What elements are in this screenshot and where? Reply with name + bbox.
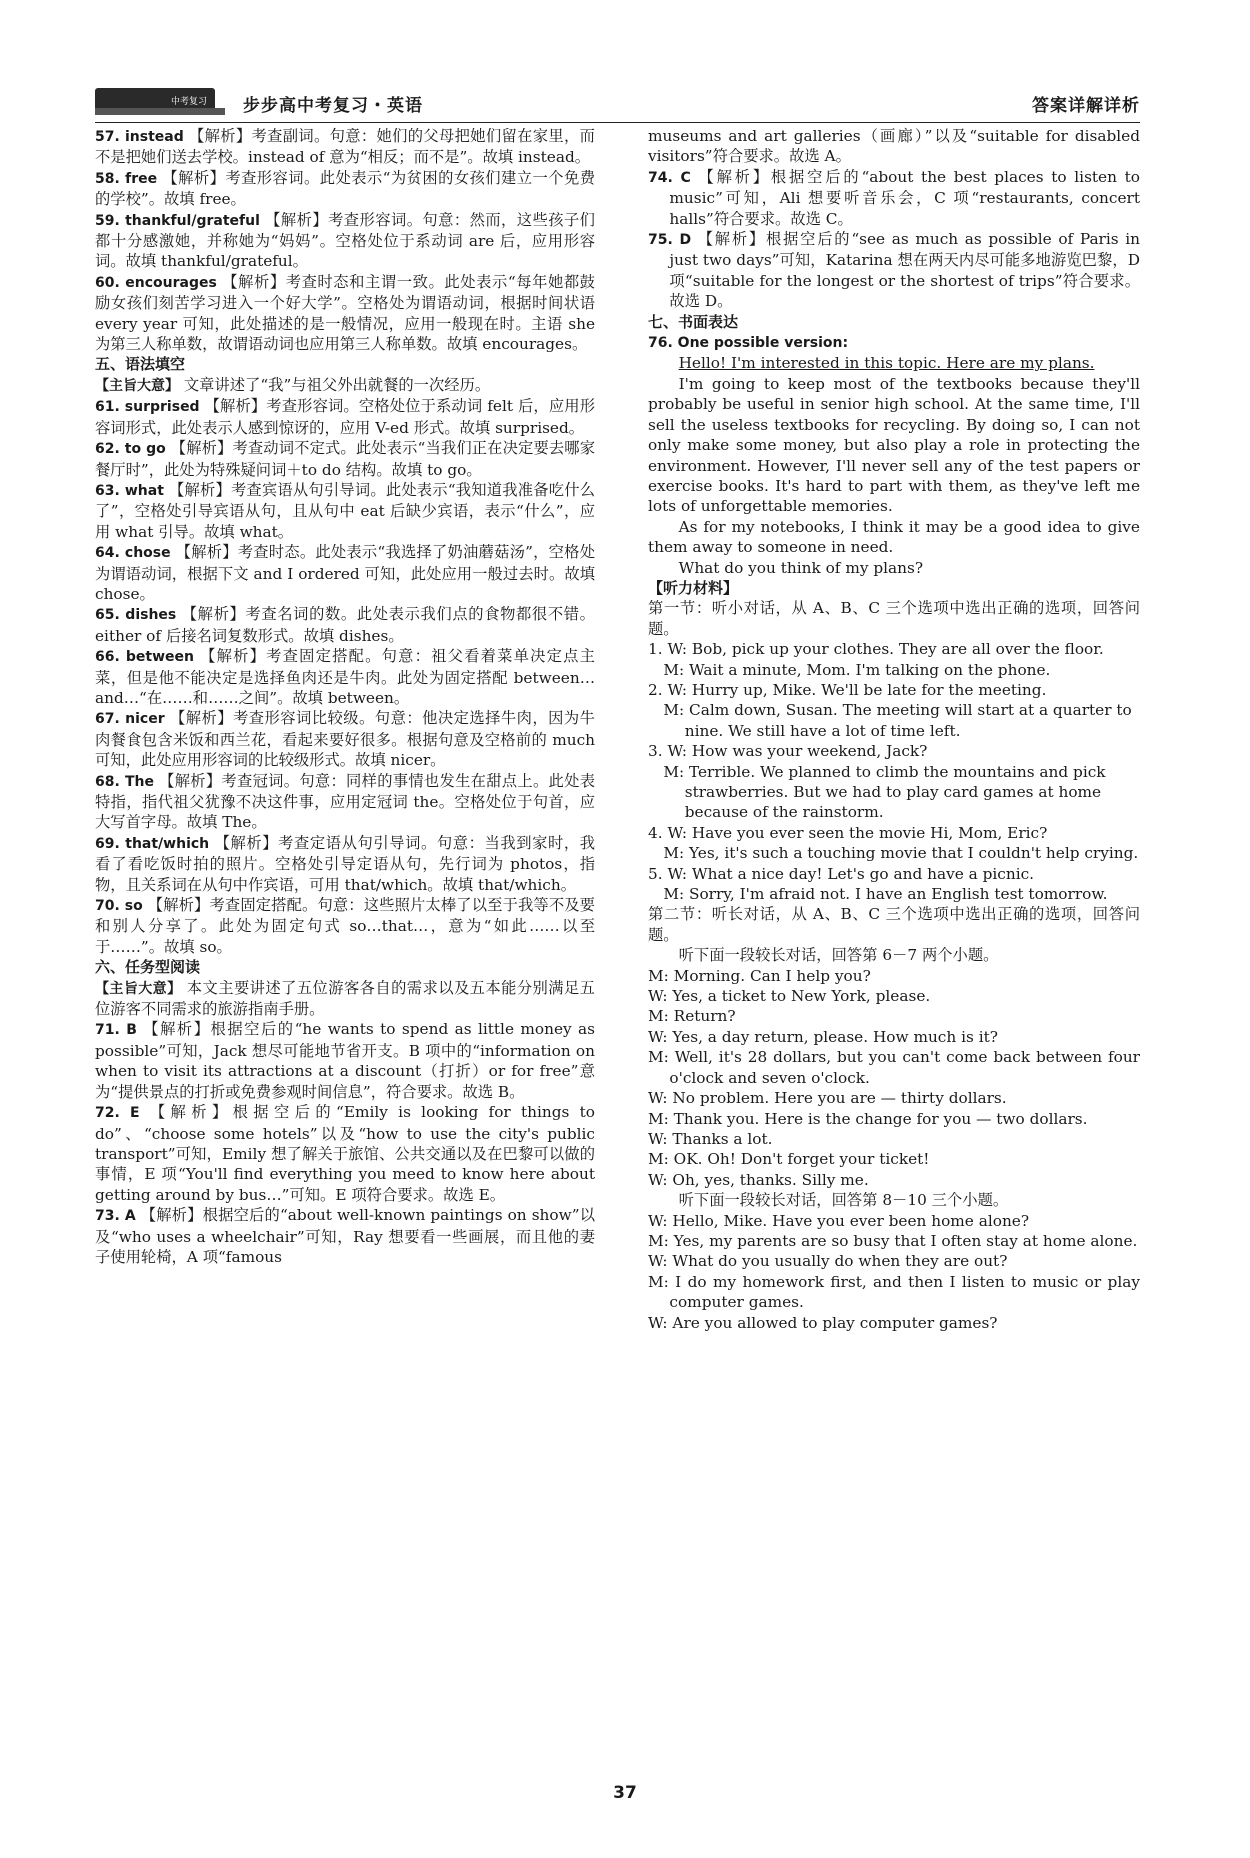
- publisher-logo: [95, 88, 225, 118]
- answer-explanation: 【解析】考查形容词。句意：然而，这些孩子们都十分感激她，并称她为“妈妈”。空格处位于系动词 are 后，应用形容词。故填 thankful/grateful。: [95, 210, 595, 271]
- answer-number: 61. surprised: [95, 399, 200, 416]
- answer-item: [95, 1019, 595, 1102]
- essay-label-text: 76. One possible version:: [648, 335, 849, 352]
- essay-paragraph: I'm going to keep most of the textbooks because they'll probably be useful in senior high school. At the same time, I'll sell the useless textbooks for recycling. By doing so, I can not only make some money, but also play a role in protecting the environment. However, I'll never sell any of the test papers or exercise books. It's hard to part with them, as they've left me lots of unforgettable memories.: [648, 374, 1140, 516]
- right-column: [648, 126, 1140, 1333]
- answer-item: [95, 480, 595, 542]
- left-column: [95, 126, 595, 1267]
- dialogue-line: M: OK. Oh! Don't forget your ticket!: [648, 1150, 930, 1169]
- dialogue-line: W: No problem. Here you are — thirty dollars.: [648, 1089, 1007, 1108]
- long-dialogue-intro: 听下面一段较长对话，回答第 8－10 三个小题。: [678, 1191, 1009, 1210]
- answer-number: 71. B: [95, 1022, 137, 1039]
- dialogue-line: M: Thank you. Here is the change for you — two dollars.: [648, 1109, 1088, 1128]
- answer-number: 72. E: [95, 1105, 140, 1122]
- answer-item: [95, 708, 595, 770]
- answer-explanation: 【解析】考查形容词。空格处位于系动词 felt 后，应用形容词形式，此处表示人感到惊讶的，应用 V-ed 形式。故填 surprised。: [95, 397, 596, 437]
- dialogue-line-man: M: Sorry, I'm afraid not. I have an English test tomorrow.: [663, 885, 1108, 904]
- dialogue-line-woman: 3. W: How was your weekend, Jack?: [648, 742, 928, 761]
- answer-number: 57. instead: [95, 129, 184, 145]
- section-heading: 七、书面表达: [648, 312, 739, 331]
- answer-item: [95, 126, 595, 168]
- answer-item: [95, 396, 595, 438]
- answer-item: [95, 1102, 595, 1205]
- essay-opening: Hello! I'm interested in this topic. Here are my plans.: [678, 354, 1095, 373]
- logo-base: [95, 108, 225, 115]
- dialogue-line-woman: 4. W: Have you ever seen the movie Hi, Mom, Eric?: [648, 823, 1048, 842]
- dialogue-line: W: Hello, Mike. Have you ever been home alone?: [648, 1211, 1030, 1230]
- answer-item: [95, 375, 595, 396]
- answer-explanation: 【解析】考查形容词。此处表示“为贫困的女孩们建立一个免费的学校”。故填 free。: [95, 168, 595, 209]
- dialogue-line: W: Are you allowed to play computer games?: [648, 1313, 998, 1332]
- answer-number: 70. so: [95, 898, 143, 915]
- answer-explanation: 【解析】根据空后的“about the best places to listen to music”可知，Ali 想要听音乐会，C 项“restaurants, concert halls”符合要求。故选 C。: [669, 167, 1140, 228]
- dialogue-line: W: What do you usually do when they are out?: [648, 1252, 1008, 1271]
- answer-explanation: 本文主要讲述了五位游客各自的需求以及五本能分别满足五位游客不同需求的旅游指南手册。: [95, 978, 595, 1019]
- essay-closing: What do you think of my plans?: [678, 558, 924, 577]
- answer-number: 59. thankful/grateful: [95, 212, 260, 229]
- answer-number: 63. what: [95, 482, 164, 499]
- answer-item: [95, 833, 595, 895]
- answer-item: [95, 895, 595, 957]
- dialogue-line-woman: 1. W: Bob, pick up your clothes. They are all over the floor.: [648, 640, 1104, 659]
- answer-item: [648, 229, 1140, 312]
- answer-explanation: 【解析】考查动词不定式。此处表示“当我们正在决定要去哪家餐厅时”，此处为特殊疑问词＋to do 结构。故填 to go。: [95, 439, 596, 479]
- dialogue-line-woman: 5. W: What a nice day! Let's go and have a picnic.: [648, 864, 1035, 883]
- answer-number: 60. encourages: [95, 274, 217, 291]
- answer-explanation: 【解析】根据空后的“see as much as possible of Paris in just two days”可知，Katarina 想在两天内尽可能多地游览巴黎，D 项“suitable for the longest or the shortest of trips”符合要求。故选 D。: [669, 230, 1140, 311]
- long-dialogue-2: [648, 1211, 1140, 1333]
- dialogue-line-man: M: Wait a minute, Mom. I'm talking on the phone.: [663, 660, 1051, 679]
- listening-title: 【听力材料】: [648, 578, 739, 597]
- answer-number: 68. The: [95, 773, 154, 790]
- section-title: 答案详解详析: [1032, 96, 1140, 116]
- answer-number: 69. that/which: [95, 835, 210, 852]
- dialogue-line: M: Yes, my parents are so busy that I often stay at home alone.: [648, 1231, 1138, 1250]
- section-heading: 六、任务型阅读: [95, 958, 201, 977]
- answer-number: 62. to go: [95, 441, 166, 458]
- answer-item: [95, 168, 595, 210]
- book-title: 步步高中考复习・英语: [243, 96, 423, 116]
- answer-number: 【主旨大意】: [95, 377, 179, 394]
- answer-explanation: 【解析】考查时态和主谓一致。此处表示“每年她都鼓励女孩们刻苦学习进入一个好大学”。空格处为谓语动词，根据时间状语 every year 可知，此处描述的是一般情况，应用一般现在时。主语 she 为第三人称单数，故谓语动词也应用第三人称单数。故填 encourages。: [95, 272, 595, 354]
- answer-explanation: 文章讲述了“我”与祖父外出就餐的一次经历。: [183, 375, 491, 394]
- dialogue-line: W: Yes, a ticket to New York, please.: [648, 987, 931, 1006]
- answer-explanation: 【解析】考查定语从句引导词。句意：当我到家时，我看了看吃饭时拍的照片。空格处引导定语从句，先行词为 photos，指物，且关系词在从句中作宾语，可用 that/which。故填 that/which。: [95, 833, 595, 894]
- section-heading: 五、语法填空: [95, 355, 186, 374]
- answer-number: 66. between: [95, 649, 194, 666]
- essay-paragraph: As for my notebooks, I think it may be a good idea to give them away to someone in need.: [648, 517, 1140, 557]
- dialogue-line-man: M: Calm down, Susan. The meeting will start at a quarter to nine. We still have a lot of time left.: [663, 701, 1132, 740]
- answer-number: 73. A: [95, 1208, 136, 1225]
- dialogue-line: W: Thanks a lot.: [648, 1129, 773, 1148]
- answer-item: [95, 210, 595, 272]
- answer-explanation: 【解析】根据空后的“about well-known paintings on show”以及“who uses a wheelchair”可知，Ray 想要看一些画展，而且他的妻子使用轮椅，A 项“famous: [95, 1206, 595, 1266]
- answer-item: [95, 978, 595, 1020]
- dialogue-line: W: Oh, yes, thanks. Silly me.: [648, 1170, 869, 1189]
- listening-part1-instruction: 第一节：听小对话，从 A、B、C 三个选项中选出正确的选项，回答问题。: [648, 599, 1140, 638]
- answer-number: 64. chose: [95, 545, 171, 562]
- answer-73-continued: museums and art galleries（画廊）”以及“suitable for disabled visitors”符合要求。故选 A。: [648, 127, 1140, 166]
- answer-explanation: 【解析】根据空后的“Emily is looking for things to do”、“choose some hotels”以及“how to use the city's public transport”可知，Emily 想了解关于旅馆、公共交通以及在巴黎可以做的事情，E 项“You'll find everything you meed to know here about getting around by bus…”可知。E 项符合要求。故选 E。: [95, 1103, 595, 1204]
- dialogue-line: M: Well, it's 28 dollars, but you can't come back between four o'clock and seven o'clock.: [648, 1048, 1140, 1087]
- dialogue-line: M: I do my homework first, and then I listen to music or play computer games.: [648, 1272, 1140, 1312]
- answer-item: [648, 167, 1140, 229]
- answer-number: 65. dishes: [95, 607, 177, 624]
- answer-explanation: 【解析】考查形容词比较级。句意：他决定选择牛肉，因为牛肉餐食包含米饭和西兰花，看起来要好很多。根据句意及空格前的 much 可知，此处应用形容词的比较级形式。故填 nicer。: [95, 709, 595, 770]
- answer-item: [95, 771, 595, 833]
- long-dialogue-intro: 听下面一段较长对话，回答第 6－7 两个小题。: [678, 946, 999, 965]
- answer-explanation: 【解析】考查冠词。句意：同样的事情也发生在甜点上。此处表特指，指代祖父犹豫不决这件事，应用定冠词 the。空格处位于句首，应大写首字母。故填 The。: [95, 771, 595, 832]
- dialogue-line: M: Return?: [648, 1007, 736, 1026]
- answer-item: [95, 542, 595, 604]
- answer-item: [95, 646, 595, 708]
- answer-explanation: 【解析】考查宾语从句引导词。此处表示“我知道我准备吃什么了”，空格处引导宾语从句，且从句中 eat 后缺少宾语，表示“什么”，应用 what 引导。故填 what。: [95, 480, 596, 541]
- listening-part2-instruction: 第二节：听长对话，从 A、B、C 三个选项中选出正确的选项，回答问题。: [648, 905, 1140, 944]
- answer-number: 58. free: [95, 170, 158, 187]
- answer-item: [95, 604, 595, 646]
- long-dialogue-1: [648, 966, 1140, 1190]
- answer-explanation: 【解析】考查名词的数。此处表示我们点的食物都很不错。either of 后接名词复数形式。故填 dishes。: [95, 605, 595, 645]
- answer-number: 75. D: [648, 232, 692, 249]
- essay-label: [648, 332, 1140, 353]
- answer-item: [95, 272, 595, 355]
- page-number: 37: [613, 1783, 637, 1803]
- dialogue-line: M: Morning. Can I help you?: [648, 966, 871, 985]
- answer-item: [95, 438, 595, 480]
- answer-number: 74. C: [648, 169, 691, 186]
- logo-text: 中考复习: [171, 97, 208, 107]
- dialogue-line-woman: 2. W: Hurry up, Mike. We'll be late for the meeting.: [648, 680, 1047, 699]
- dialogue-line-man: M: Terrible. We planned to climb the mountains and pick strawberries. But we had to play card games at home because of the rainstorm.: [663, 762, 1106, 822]
- answer-number: 【主旨大意】: [95, 980, 182, 997]
- dialogue-line: W: Yes, a day return, please. How much is it?: [648, 1027, 998, 1046]
- answer-explanation: 【解析】考查固定搭配。句意：祖父看着菜单决定点主菜，但是他不能决定是选择鱼肉还是牛肉。此处为固定搭配 between…and…“在……和……之间”。故填 between。: [95, 647, 595, 707]
- answer-item: [95, 1205, 595, 1267]
- answer-explanation: 【解析】根据空后的“he wants to spend as little money as possible”可知，Jack 想尽可能地节省开支。B 项中的“information on when to visit its attractions at a discount（打折）or for free”意为“提供景点的打折或免费参观时间信息”，符合要求。故选 B。: [95, 1020, 595, 1101]
- short-dialogues: [648, 639, 1140, 904]
- answer-explanation: 【解析】考查时态。此处表示“我选择了奶油蘑菇汤”，空格处为谓语动词，根据下文 and I ordered 可知，此处应用一般过去时。故填 chose。: [95, 543, 595, 603]
- answer-explanation: 【解析】考查副词。句意：她们的父母把她们留在家里，而不是把她们送去学校。instead of 意为“相反；而不是”。故填 instead。: [95, 127, 595, 167]
- answer-explanation: 【解析】考查固定搭配。句意：这些照片太棒了以至于我等不及要和别人分享了。此处为固定句式 so…that…，意为“如此……以至于……”。故填 so。: [95, 896, 595, 956]
- dialogue-line-man: M: Yes, it's such a touching movie that I couldn't help crying.: [663, 844, 1139, 863]
- answer-number: 67. nicer: [95, 711, 165, 728]
- page-header: [95, 88, 1140, 123]
